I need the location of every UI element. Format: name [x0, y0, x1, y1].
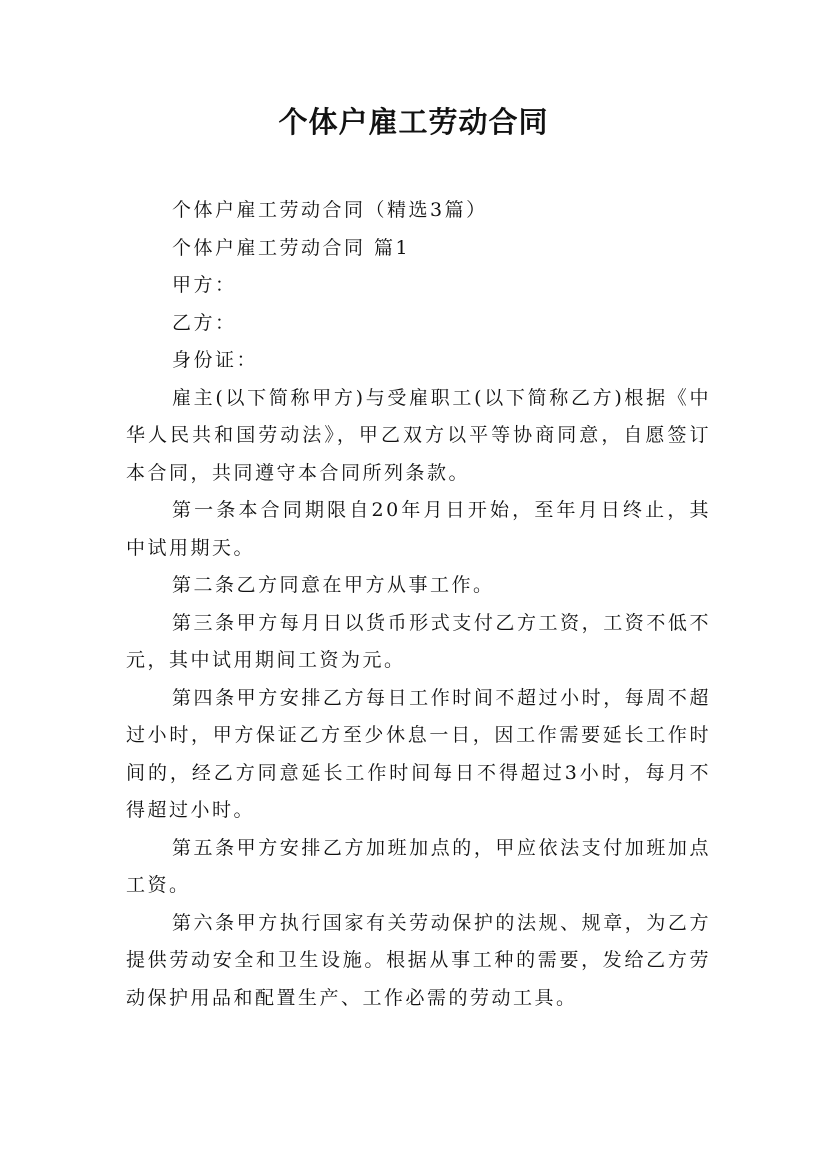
paragraph-article-2: 第二条乙方同意在甲方从事工作。	[172, 574, 495, 596]
paragraph-article-4: 第四条甲方安排乙方每日工作时间不超过小时，每周不超过小时，甲方保证乙方至少休息一日，因工作需要延长工作时间的，经乙方同意延长工作时间每日不得超过3小时，每月不得超过小时。	[126, 686, 711, 821]
paragraph-party-b: 乙方：	[172, 311, 237, 334]
paragraph-preamble: 雇主(以下简称甲方)与受雇职工(以下简称乙方)根据《中华人民共和国劳动法》，甲乙双方以平等协商同意，自愿签订本合同，共同遵守本合同所列条款。	[126, 386, 711, 484]
paragraph-article-3: 第三条甲方每月日以货币形式支付乙方工资，工资不低不元，其中试用期间工资为元。	[126, 611, 711, 671]
paragraph-section-heading: 个体户雇工劳动合同 篇1	[172, 236, 411, 259]
paragraph-article-6: 第六条甲方执行国家有关劳动保护的法规、规章，为乙方提供劳动安全和卫生设施。根据从事工种的需要，发给乙方劳动保护用品和配置生产、工作必需的劳动工具。	[126, 911, 711, 1009]
paragraph-article-1: 第一条本合同期限自20年月日开始，至年月日终止，其中试用期天。	[126, 499, 711, 559]
document-body	[126, 192, 711, 1017]
paragraph-subtitle: 个体户雇工劳动合同（精选3篇）	[172, 199, 488, 221]
paragraph-id-card: 身份证：	[172, 349, 259, 371]
document-title: 个体户雇工劳动合同	[278, 105, 549, 139]
paragraph-party-a: 甲方：	[172, 274, 237, 296]
paragraph-article-5: 第五条甲方安排乙方加班加点的，甲应依法支付加班加点工资。	[126, 836, 711, 896]
